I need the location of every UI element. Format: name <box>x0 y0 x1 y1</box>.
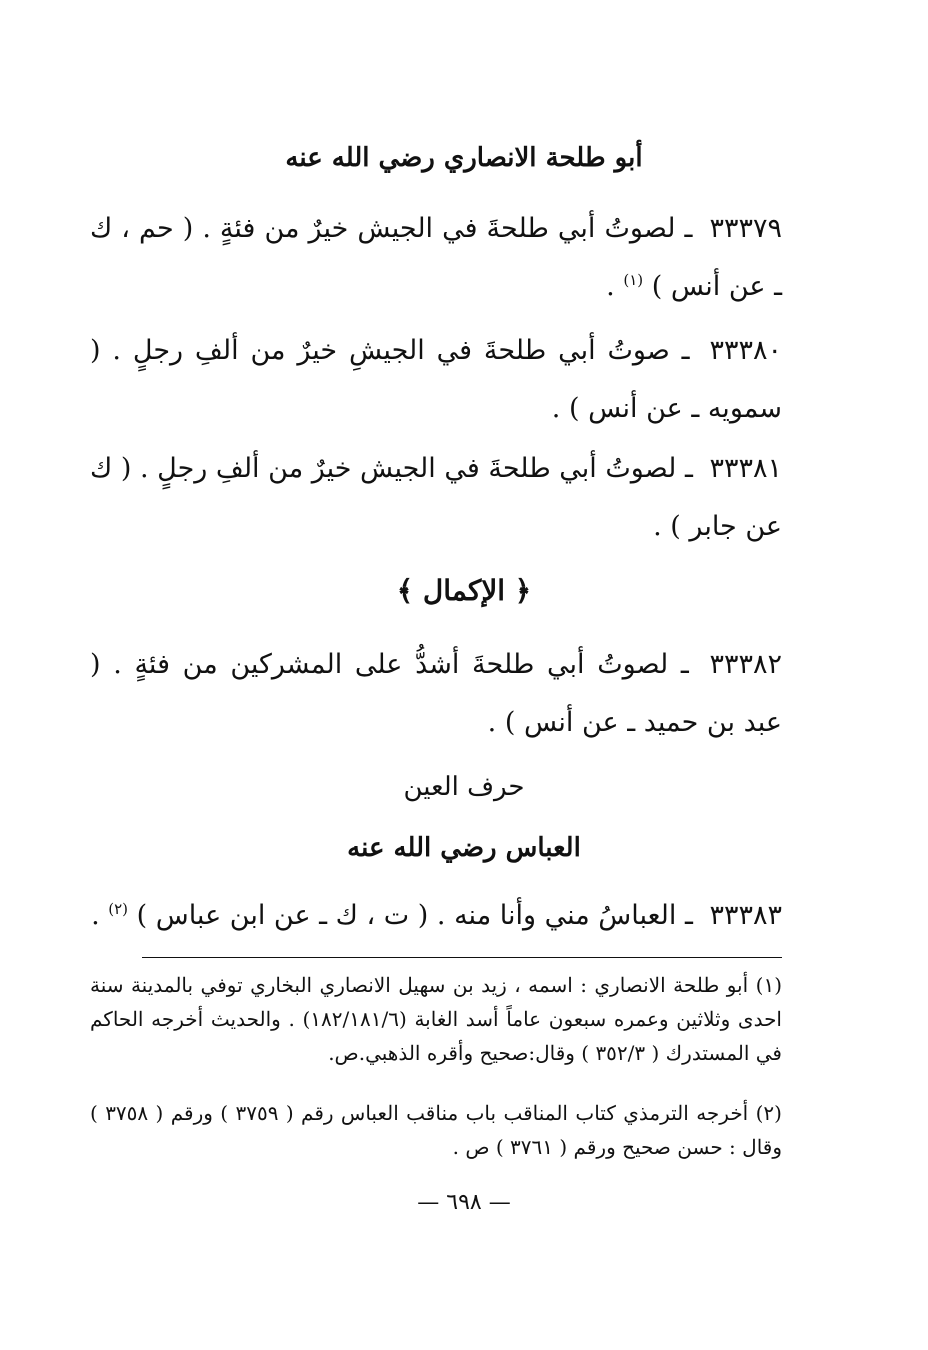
abbas-heading: العباس رضي الله عنه <box>347 833 581 863</box>
hadith-33382 <box>90 636 782 752</box>
footnote-2: (٢) أخرجه الترمذي كتاب المناقب باب مناقب العباس رقم ( ٣٧٥٩ ) ورقم ( ٣٧٥٨ ) وقال : حسن صحيح ورقم ( ٣٧٦١ ) ص . <box>90 1101 782 1159</box>
hadith-33381 <box>90 440 782 556</box>
hadith-end: . <box>606 271 624 302</box>
supplement-heading: ﴿ الإكمال ﴾ <box>396 574 532 607</box>
hadith-33379 <box>90 200 782 316</box>
hadith-number: ٣٣٣٨١ <box>709 453 782 484</box>
hadith-number: ٣٣٣٨٢ <box>709 649 782 680</box>
footnote-divider <box>142 957 782 958</box>
hadith-33383 <box>90 887 782 945</box>
hadith-number: ٣٣٣٨٣ <box>709 900 782 931</box>
footnote-ref[interactable]: (٢) <box>108 900 129 918</box>
footnote-1: (١) أبو طلحة الانصاري : اسمه ، زيد بن سهيل الانصاري البخاري توفي بالمدينة سنة احدى وثلاثين وعمره سبعون عاماً أسد الغابة (١٨٢/١٨١/٦) . والحديث أخرجه الحاكم في المستدرك ( ٣٥٢/٣ ) وقال:صحيح وأقره الذهبي.ص. <box>90 973 782 1065</box>
hadith-number: ٣٣٣٧٩ <box>709 213 782 244</box>
hadith-text: ـ صوتُ أبي طلحةَ في الجيشِ خيرٌ من ألفِ رجلٍ . ( سمويه ـ عن أنس ) . <box>90 335 782 424</box>
companion-heading: أبو طلحة الانصاري رضي الله عنه <box>285 143 643 173</box>
hadith-text: ـ لصوتُ أبي طلحةَ في الجيش خيرٌ من ألفِ رجلٍ . ( ك عن جابر ) . <box>90 453 782 542</box>
hadith-end: . <box>91 900 109 931</box>
hadith-text: ـ لصوتُ أبي طلحةَ أشدُّ على المشركين من فئةٍ . ( عبد بن حميد ـ عن أنس ) . <box>90 649 782 738</box>
footnote-ref[interactable]: (١) <box>623 271 644 289</box>
page-number: — ٦٩٨ — <box>417 1190 511 1215</box>
hadith-number: ٣٣٣٨٠ <box>709 335 782 366</box>
letter-heading: حرف العين <box>403 772 525 802</box>
hadith-text: ـ العباسُ مني وأنا منه . ( ت ، ك ـ عن ابن عباس ) <box>136 900 693 931</box>
hadith-33380 <box>90 322 782 438</box>
hadith-text: ـ لصوتُ أبي طلحةَ في الجيش خيرٌ من فئةٍ . ( حم ، ك ـ عن أنس ) <box>90 213 782 302</box>
